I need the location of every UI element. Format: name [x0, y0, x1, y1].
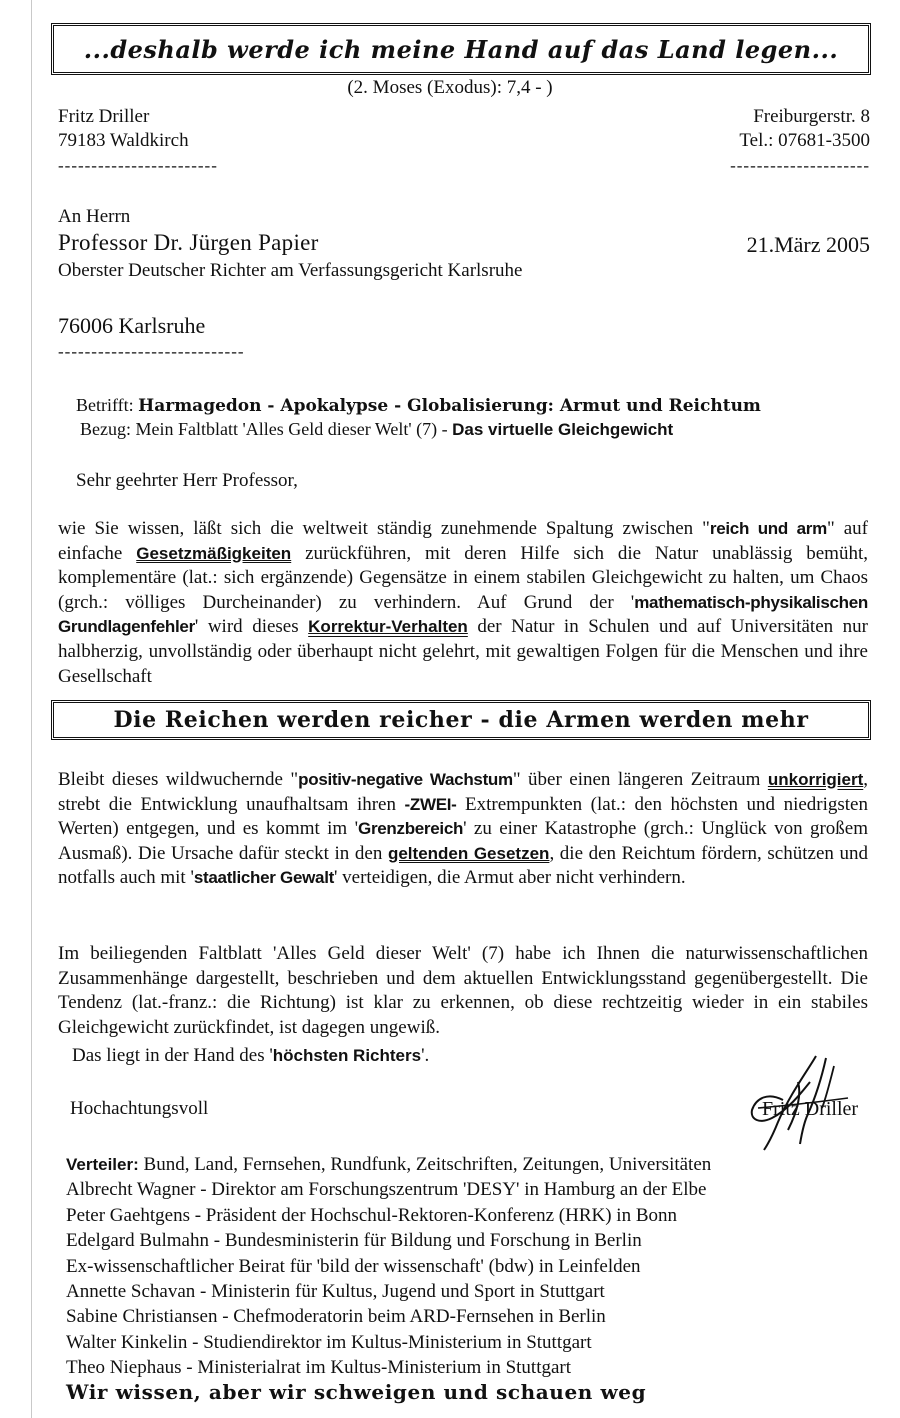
sender-phone: Tel.: 07681-3500: [739, 130, 870, 151]
greeting: Sehr geehrter Herr Professor,: [76, 470, 298, 491]
recipient-title: Oberster Deutscher Richter am Verfassungsgericht Karlsruhe: [58, 260, 523, 281]
distribution-list: [66, 1152, 711, 1381]
signature-printed-name: Fritz Driller: [762, 1098, 859, 1120]
paragraph-2: [58, 768, 868, 891]
para2-text-6: , die den Reichtum fördern, schützen und notfalls auch mit ': [58, 842, 868, 889]
para1-text-4: ' wird dieses: [194, 616, 309, 638]
sender-rule-left: ------------------------: [58, 156, 218, 175]
recipient-name: Professor Dr. Jürgen Papier: [58, 230, 319, 255]
para4-text-2: '.: [421, 1045, 430, 1066]
paragraph-3: Im beiliegenden Faltblatt 'Alles Geld dieser Welt' (7) habe ich Ihnen die naturwissenschaftlichen Zusammenhänge dargestellt, beschrieben und dem aktuellen Entwicklungsstand gegenübergestellt. Die Tendenz (lat.-franz.: die Richtung) ist klar zu erkennen, ob diese rechtzeitig wieder in ein stabiles Gleichgewicht zurückfindet, ist dagegen ungewiß.: [58, 943, 868, 1038]
para1-bold-1: reich und arm: [709, 519, 827, 538]
recipient-rule: ----------------------------: [58, 342, 245, 361]
letter-date: 21.März 2005: [746, 232, 870, 257]
subject-line: [76, 395, 761, 416]
page-edge-line: [31, 0, 32, 1418]
distribution-item: Albrecht Wagner - Direktor am Forschungszentrum 'DESY' in Hamburg an der Elbe: [66, 1179, 707, 1201]
motto-reference: (2. Moses (Exodus): 7,4 - ): [347, 77, 553, 98]
para2-bold-1: positiv-negative Wachstum: [298, 770, 513, 789]
motto-box: [51, 23, 871, 75]
para1-text-1: wie Sie wissen, läßt sich die weltweit ständig zunehmende Spaltung zwischen ": [58, 518, 710, 539]
distribution-item: Edelgard Bulmahn - Bundesministerin für Bildung und Forschung in Berlin: [66, 1230, 642, 1252]
para1-text-2: " auf einfache: [58, 518, 868, 564]
subject-label: Betrifft:: [76, 395, 134, 415]
para4-bold-1: höchsten Richters: [272, 1046, 422, 1065]
para2-bold-4: staatlicher Gewalt: [193, 868, 334, 888]
para2-underline-2: geltenden Gesetzen: [387, 843, 550, 863]
recipient-city: 76006 Karlsruhe: [58, 313, 206, 338]
distribution-item: Annette Schavan - Ministerin für Kultus, Jugend und Sport in Stuttgart: [66, 1281, 605, 1303]
subject-text: Harmagedon - Apokalypse - Globalisierung: Armut und Reichtum: [138, 396, 761, 416]
para2-underline-1: unkorrigiert: [767, 770, 864, 789]
distribution-item: Sabine Christiansen - Chefmoderatorin beim ARD-Fernsehen in Berlin: [66, 1306, 606, 1328]
para2-text-7: ' verteidigen, die Armut aber nicht verhindern.: [333, 867, 686, 889]
closing-line: Wir wissen, aber wir schweigen und schauen weg: [66, 1380, 647, 1404]
motto-text: ...deshalb werde ich meine Hand auf das Land legen...: [83, 34, 839, 64]
para2-text-5: ' zu einer Katastrophe (grch.: Unglück von großem Ausmaß). Die Ursache dafür steckt in den: [58, 818, 869, 864]
reference-text: Mein Faltblatt 'Alles Geld dieser Welt' (7) -: [135, 419, 448, 439]
distribution-item: Theo Niephaus - Ministerialrat im Kultus-Ministerium in Stuttgart: [66, 1357, 572, 1379]
reference-line: [80, 419, 673, 440]
para2-bold-3: Grenzbereich: [358, 819, 464, 839]
para2-text-4: Extrempunkten (lat.: den höchsten und niedrigsten Werten) entgegen, und es kommt im ': [58, 793, 868, 840]
headline-banner-text: Die Reichen werden reicher - die Armen werden mehr: [113, 707, 809, 733]
para1-text-3: zurückführen, mit deren Hilfe sich die Natur unablässig bemüht, komplementäre (lat.: sich ergänzende) Gegensätze in einem stabilen Gleichgewicht zu halten, um Chaos (grch.: völliges Durcheinander) zu verhindern. Auf Grund der ': [58, 542, 868, 613]
para2-text-1: Bleibt dieses wildwuchernde ": [58, 769, 299, 790]
reference-label: Bezug:: [80, 419, 131, 439]
para2-text-3: , strebt die Entwicklung unaufhaltsam ihren: [58, 769, 869, 815]
distribution-item: Ex-wissenschaftlicher Beirat für 'bild der wissenschaft' (bdw) in Leinfelden: [66, 1255, 641, 1277]
distribution-item: Walter Kinkelin - Studiendirektor im Kultus-Ministerium in Stuttgart: [66, 1331, 592, 1353]
para1-bold-2: mathematisch-physikalischen Grundlagenfehler: [58, 592, 868, 637]
para1-underline-1: Gesetzmäßigkeiten: [136, 543, 292, 563]
para2-bold-2: -ZWEI-: [404, 794, 457, 814]
closing-formula: Hochachtungsvoll: [70, 1098, 209, 1119]
sender-street: Freiburgerstr. 8: [753, 106, 870, 127]
distribution-label: Verteiler:: [66, 1155, 139, 1174]
sender-city: 79183 Waldkirch: [58, 130, 189, 151]
distribution-first: Bund, Land, Fernsehen, Rundfunk, Zeitschriften, Zeitungen, Universitäten: [143, 1154, 712, 1175]
distribution-first-line: [66, 1152, 711, 1177]
headline-banner: [51, 700, 871, 740]
para4-text-1: Das liegt in der Hand des ': [72, 1045, 273, 1066]
recipient-salutation: An Herrn: [58, 206, 131, 227]
sender-rule-right: ---------------------: [730, 156, 870, 175]
paragraph-1: [58, 517, 868, 689]
distribution-item: Peter Gaehtgens - Präsident der Hochschul-Rektoren-Konferenz (HRK) in Bonn: [66, 1204, 677, 1226]
para2-text-2: " über einen längeren Zeitraum: [512, 769, 768, 790]
reference-bold: Das virtuelle Gleichgewicht: [452, 420, 674, 439]
para1-underline-2: Korrektur-Verhalten: [308, 617, 468, 637]
para1-text-5: der Natur in Schulen und auf Universitäten nur halbherzig, unvollständig oder überhaupt nicht gelehrt, mit gewaltigen Folgen für die Menschen und ihre Gesellschaft: [58, 616, 868, 687]
paragraph-4: [72, 1045, 429, 1067]
sender-name: Fritz Driller: [58, 106, 150, 127]
